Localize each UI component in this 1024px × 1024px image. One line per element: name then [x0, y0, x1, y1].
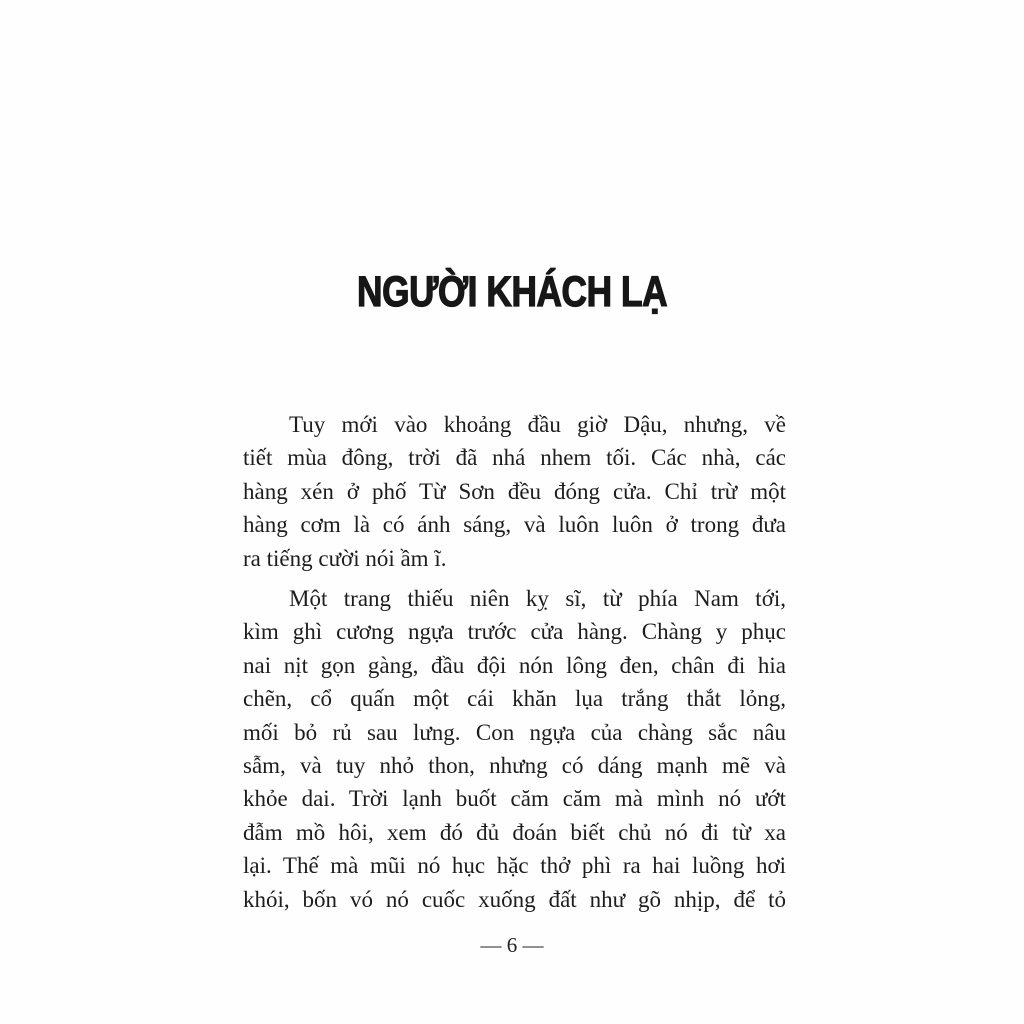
text-line: hàng xén ở phố Từ Sơn đều đóng cửa. Chỉ trừ một — [243, 478, 786, 504]
text-line: ra tiếng cười nói ầm ĩ. — [243, 545, 447, 571]
text-line: khói, bốn vó nó cuốc xuống đất như gõ nhịp, để tỏ — [243, 886, 786, 912]
text-line: tiết mùa đông, trời đã nhá nhem tối. Các nhà, các — [243, 445, 786, 471]
text-line: hàng cơm là có ánh sáng, và luôn luôn ở trong đưa — [243, 512, 786, 538]
text-line: sẫm, và tuy nhỏ thon, nhưng có dáng mạnh mẽ và — [243, 753, 786, 779]
text-line: nai nịt gọn gàng, đầu đội nón lông đen, chân đi hia — [243, 652, 786, 678]
text-line: chẽn, cổ quấn một cái khăn lụa trắng thắt lỏng, — [243, 686, 786, 712]
chapter-title — [0, 268, 1024, 317]
text-line: Tuy mới vào khoảng đầu giờ Dậu, nhưng, về — [289, 412, 786, 437]
text-line: Một trang thiếu niên kỵ sĩ, từ phía Nam tới, — [289, 586, 786, 612]
text-line: đẫm mồ hôi, xem đó đủ đoán biết chủ nó đi từ xa — [243, 819, 786, 845]
text-line: khỏe dai. Trời lạnh buốt căm căm mà mình nó ướt — [243, 786, 786, 812]
page-body — [243, 408, 786, 916]
text-line: mối bỏ rủ sau lưng. Con ngựa của chàng sắc nâu — [243, 719, 786, 745]
chapter-title-text: NGƯỜI KHÁCH LẠ — [356, 268, 668, 316]
page-number: — 6 — — [480, 933, 544, 957]
paragraph — [243, 582, 786, 916]
text-line: kìm ghì cương ngựa trước cửa hàng. Chàng y phục — [243, 619, 786, 645]
text-line: lại. Thế mà mũi nó hục hặc thở phì ra hai luồng hơi — [243, 853, 786, 879]
paragraph — [243, 408, 786, 575]
